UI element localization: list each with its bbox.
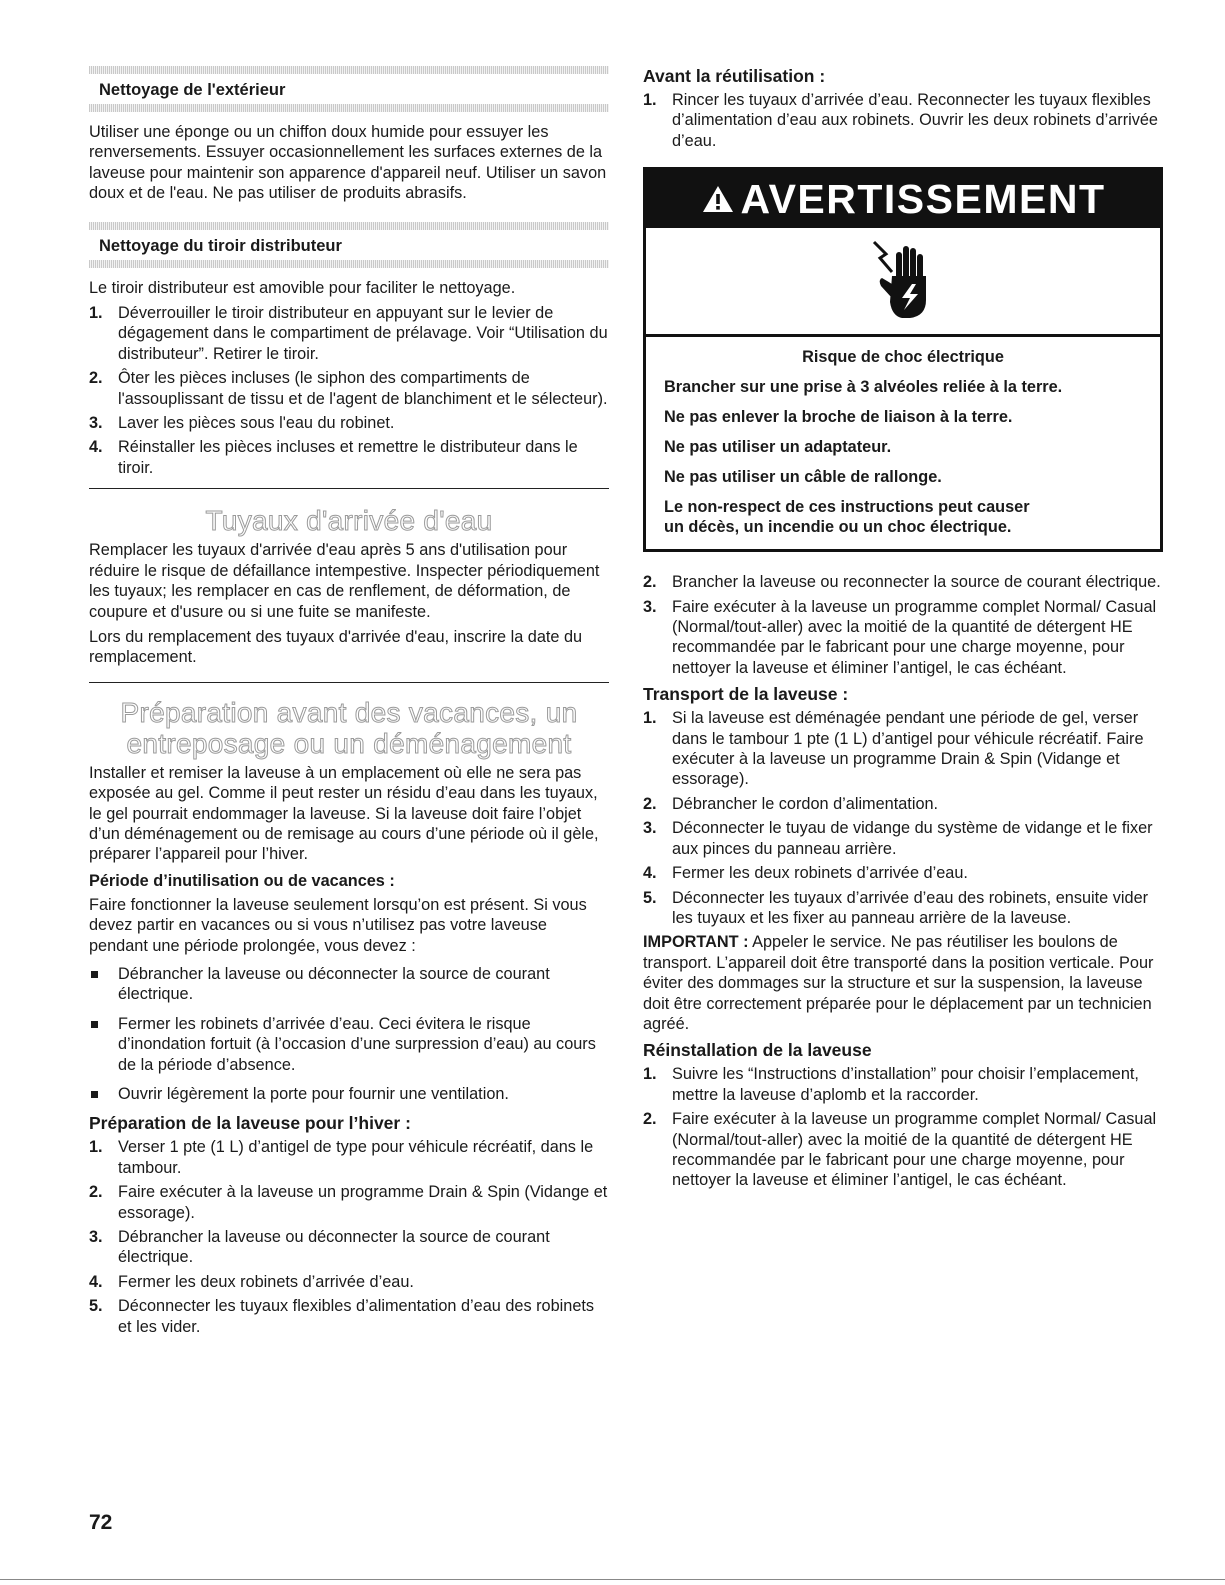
warning-line: Ne pas enlever la broche de liaison à la terre. xyxy=(664,408,1013,427)
list-item: 3. Déconnecter le tuyau de vidange du système de vidange et le fixer aux pinces du panneau arrière. xyxy=(643,819,1153,858)
reinstall-steps xyxy=(643,1064,1163,1190)
page-number: 72 xyxy=(89,1511,113,1534)
important-label: IMPORTANT : xyxy=(643,933,749,952)
list-item: 2. Faire exécuter à la laveuse un programme complet Normal/ Casual (Normal/tout-aller) avec la moitié de la quantité de détergent HE recommandée par le fabricant pour une charge moyenne, pour nettoyer la laveuse et éliminer l’antigel, le cas échéant. xyxy=(643,1110,1157,1190)
list-item: 1. Suivre les “Instructions d’installation” pour choisir l’emplacement, mettre la laveuse d’aplomb et la raccorder. xyxy=(643,1065,1139,1104)
list-item: 4. Réinstaller les pièces incluses et remettre le distributeur dans le tiroir. xyxy=(89,438,578,477)
list-item: 5. Déconnecter les tuyaux flexibles d’alimentation d’eau des robinets et les vider. xyxy=(89,1297,595,1336)
list-item: 3. Laver les pièces sous l'eau du robinet. xyxy=(89,414,395,433)
section-title: Nettoyage du tiroir distributeur xyxy=(99,236,342,255)
section-rule xyxy=(89,682,609,683)
list-item: Débrancher la laveuse ou déconnecter la source de courant électrique. xyxy=(89,964,609,1005)
list-item: 5. Déconnecter les tuyaux d’arrivée d’eau des robinets, ensuite vider les tuyaux et les fixer au panneau arrière de la laveuse. xyxy=(643,888,1149,927)
divider-band xyxy=(89,104,609,112)
warning-triangle-icon xyxy=(701,184,735,214)
warning-box xyxy=(643,167,1163,552)
title-line: Préparation avant des vacances, un xyxy=(120,696,578,728)
list-item: 3. Débrancher la laveuse ou déconnecter la source de courant électrique. xyxy=(89,1228,550,1267)
list-item: Fermer les robinets d’arrivée d’eau. Ceci évitera le risque d’inondation fortuit (à l’occasion d’une surpression d’eau) au cours de la période d’absence. xyxy=(89,1014,609,1075)
consequence-line: un décès, un incendie ou un choc électrique. xyxy=(664,518,1012,537)
reuse-steps-continued xyxy=(643,572,1163,678)
list-item: 2. Débrancher le cordon d’alimentation. xyxy=(643,794,939,813)
water-hoses-text: Remplacer les tuyaux d'arrivée d'eau après 5 ans d'utilisation pour réduire le risque de défaillance intempestive. Inspecter périodiquement les tuyaux; les remplacer en cas de renflement, de déformation, de coupure et d'usure ou si une fuite se manifeste. xyxy=(89,541,600,621)
important-note xyxy=(643,932,1163,1034)
list-item: 1. Rincer les tuyaux d’arrivée d’eau. Reconnecter les tuyaux flexibles d’alimentation d’eau aux robinets. Ouvrir les deux robinets d’arrivée d’eau. xyxy=(643,91,1158,150)
electric-shock-hand-icon xyxy=(868,238,938,324)
inactivity-bullets xyxy=(89,964,609,1104)
list-item: 1. Si la laveuse est déménagée pendant une période de gel, verser dans le tambour 1 pte (1 L) d’antigel pour véhicule récréatif. Faire exécuter à la laveuse un programme Drain & Spin (Vidange et essorage). xyxy=(643,709,1144,789)
vacation-text: Installer et remiser la laveuse à un emplacement où elle ne sera pas exposée au gel. Comme il peut rester un résidu d’eau dans les tuyaux, le gel pourrait endommager la laveuse. Si la laveuse doit faire l’objet d’un déménagement ou de remisage au cours d’une période où il gèle, préparer l’appareil pour l’hiver. xyxy=(89,763,599,864)
dispenser-intro: Le tiroir distributeur est amovible pour faciliter le nettoyage. xyxy=(89,278,516,297)
inactivity-text: Faire fonctionner la laveuse seulement lorsqu’on est présent. Si vous devez partir en vacances ou si vous n’utilisez pas votre laveuse pendant une période prolongée, vous devez : xyxy=(89,895,587,955)
subsection-title: Période d’inutilisation ou de vacances : xyxy=(89,871,395,890)
dispenser-steps xyxy=(89,303,609,478)
list-item: 2. Faire exécuter à la laveuse un programme Drain & Spin (Vidange et essorage). xyxy=(89,1183,608,1222)
left-column xyxy=(89,66,609,1341)
title-line: entreposage ou un déménagement xyxy=(126,727,572,759)
subsection-title: Transport de la laveuse : xyxy=(643,684,849,705)
section-title-water-hoses: Tuyaux d'arrivée d'eau xyxy=(205,505,493,537)
list-item: 2. Brancher la laveuse ou reconnecter la source de courant électrique. xyxy=(643,573,1161,592)
list-item: Ouvrir légèrement la porte pour fournir une ventilation. xyxy=(89,1084,609,1104)
reuse-steps xyxy=(643,90,1163,151)
subsection-title: Avant la réutilisation : xyxy=(643,66,826,86)
subsection-title: Préparation de la laveuse pour l’hiver : xyxy=(89,1113,411,1134)
list-item: 1. Verser 1 pte (1 L) d’antigel de type pour véhicule récréatif, dans le tambour. xyxy=(89,1138,594,1177)
exterior-cleaning-text: Utiliser une éponge ou un chiffon doux humide pour essuyer les renversements. Essuyer occasionnellement les surfaces externes de la laveuse pour maintenir son apparence d'appareil neuf. Utiliser un savon doux et de l'eau. Ne pas utiliser de produits abrasifs. xyxy=(89,123,607,203)
water-hoses-date-text: Lors du remplacement des tuyaux d'arrivée d'eau, inscrire la date du remplacement. xyxy=(89,627,583,667)
section-title-vacation xyxy=(89,697,609,759)
section-dispenser-cleaning xyxy=(89,222,609,268)
transport-steps xyxy=(643,708,1163,928)
list-item: 2. Ôter les pièces incluses (le siphon des compartiments de l'assouplissant de tissu et de l'agent de blanchiment et le sélecteur). xyxy=(89,369,608,408)
warning-risk: Risque de choc électrique xyxy=(802,348,1004,367)
warning-line: Ne pas utiliser un adaptateur. xyxy=(664,438,892,457)
list-item: 1. Déverrouiller le tiroir distributeur en appuyant sur le levier de dégagement dans le compartiment de prélavage. Voir “Utilisation du distributeur”. Retirer le tiroir. xyxy=(89,304,608,363)
consequence-line: Le non-respect de ces instructions peut causer xyxy=(664,498,1030,517)
warning-label: AVERTISSEMENT xyxy=(740,175,1106,222)
warning-icon-area xyxy=(646,228,1160,337)
section-title: Nettoyage de l'extérieur xyxy=(99,81,286,99)
list-item: 4. Fermer les deux robinets d’arrivée d’eau. xyxy=(89,1272,414,1291)
list-item: 4. Fermer les deux robinets d’arrivée d’eau. xyxy=(643,864,968,883)
winterize-steps xyxy=(89,1137,609,1337)
divider-band xyxy=(89,222,609,230)
bottom-rule xyxy=(0,1579,1225,1580)
subsection-title: Réinstallation de la laveuse xyxy=(643,1040,872,1061)
warning-header xyxy=(646,170,1160,228)
warning-line: Brancher sur une prise à 3 alvéoles reliée à la terre. xyxy=(664,378,1063,397)
right-column xyxy=(643,66,1163,1195)
list-item: 3. Faire exécuter à la laveuse un programme complet Normal/ Casual (Normal/tout-aller) avec la moitié de la quantité de détergent HE recommandée par le fabricant pour une charge moyenne, pour nettoyer la laveuse et éliminer l’antigel, le cas échéant. xyxy=(643,597,1157,677)
section-rule xyxy=(89,488,609,489)
divider-band xyxy=(89,260,609,268)
warning-consequence xyxy=(664,497,1142,537)
important-text: Appeler le service. Ne pas réutiliser les boulons de transport. L’appareil doit être transporté dans la position verticale. Pour éviter des dommages sur la structure et sur la suspension, la laveuse doit être correctement préparée pour le déplacement par un technicien agréé. xyxy=(643,933,1154,1033)
warning-text xyxy=(646,337,1160,549)
divider-band xyxy=(89,66,609,74)
warning-line: Ne pas utiliser un câble de rallonge. xyxy=(664,468,942,487)
section-exterior-cleaning xyxy=(89,66,609,112)
